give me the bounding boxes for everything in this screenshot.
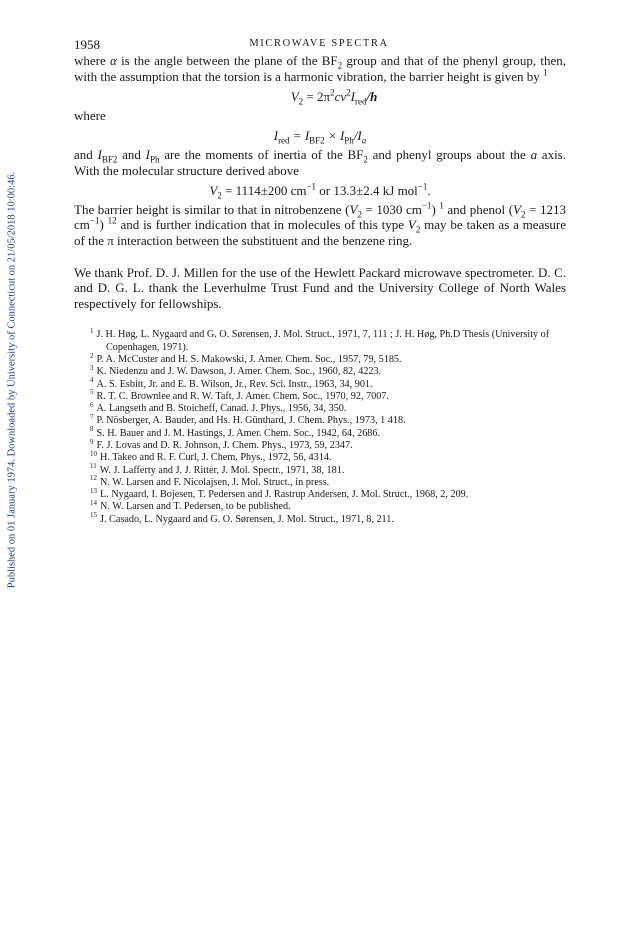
running-title: MICROWAVE SPECTRA <box>249 38 389 49</box>
reference-item: $^{13}$ L. Nygaard, I. Bojesen, T. Pedersen and J. Rastrup Andersen, J. Mol. Struct., 1968, 2, 209. <box>90 486 469 501</box>
reference-item: $^1$ J. H. Høg, L. Nygaard and G. O. Sørensen, J. Mol. Struct., 1971, 7, 111 ; J. H. Høg, Ph.D Thesis (University of Copenhagen, 1971). <box>90 326 550 353</box>
reference-item: $^{12}$ N. W. Larsen and F. Nicolajsen, J. Mol. Struct., in press. <box>90 474 330 488</box>
reference-item: $^8$ S. H. Bauer and J. M. Hastings, J. Amer. Chem. Soc., 1942, 64, 2686. <box>90 425 381 439</box>
paragraph-barrier-definition: where α is the angle between the plane of the $BF_2$ group and that of the phenyl group, then, with the assumption that the torsion is a harmonic vibration, the barrier height is given by $^1$ <box>74 53 566 84</box>
reference-item: $^{15}$ J. Casado, L. Nygaard and G. O. Sørensen, J. Mol. Struct., 1971, 8, 211. <box>90 511 394 525</box>
citation: 1 <box>543 67 548 78</box>
page-header <box>74 37 564 53</box>
reference-item: $^{10}$ H. Takeo and R. F. Curl, J. Chem. Phys., 1972, 56, 4314. <box>90 449 332 464</box>
acknowledgements: We thank Prof. D. J. Millen for the use of the Hewlett Packard microwave spectrometer. D. C. and D. G. L. thank the Leverhulme Trust Fund and the University College of North Wales respectively for fellowships. <box>74 264 566 311</box>
reference-item: $^6$ A. Langseth and B. Stoicheff, Canad. J. Phys., 1956, 34, 350. <box>90 400 347 415</box>
reference-item: $^9$ F. J. Lovas and D. R. Johnson, J. Chem. Phys., 1973, 59, 2347. <box>90 437 353 451</box>
reference-item: $^5$ R. T. C. Brownlee and R. W. Taft, J. Amer. Chem. Soc., 1970, 92, 7007. <box>90 388 389 402</box>
reference-item: $^4$ A. S. Esbitt, Jr. and E. B. Wilson, Jr., Rev. Sci. Instr., 1963, 34, 901. <box>90 376 373 390</box>
paragraph-moments: and $I_{BF2}$ and $I_{Ph}$ are the moments of inertia of the $BF_2$ and phenyl groups about the a axis. With the molecular structure derived above <box>74 146 566 178</box>
paragraph-comparison: The barrier height is similar to that in nitrobenzene ($V_2 = 1030$ $cm^{-1}$) $^1$ and phenol ($V_2 = 1213$ $cm^{-1}$) $^{12}$ and is further indication that in molecules of this type $V_2$ may be taken as a measure of the π interaction between the substituent and the benzene ring. <box>74 200 566 248</box>
reference-item: $^{11}$ W. J. Lafferty and J. J. Ritter, J. Mol. Spectr., 1971, 38, 181. <box>90 462 345 476</box>
article-body <box>74 53 566 526</box>
download-watermark-text: Published on 01 January 1974. Downloaded by University of Connecticut on 21/05/2018 10:00:46. <box>6 171 18 589</box>
equation-reduced-moment: $I_{red} = I_{BF2} \times I_{Ph}/I_a$ <box>273 128 367 146</box>
reference-item: $^3$ K. Niedenzu and J. W. Dawson, J. Amer. Chem. Soc., 1960, 82, 4223. <box>90 363 382 378</box>
reference-item: $^{14}$ N. W. Larsen and T. Pedersen, to be published. <box>90 499 291 513</box>
page-number: 1958 <box>74 37 100 52</box>
download-watermark <box>0 0 24 936</box>
where-label: where <box>74 107 106 123</box>
equation-barrier-value: $V_2 = 1114\pm 200$ $cm^{-1}$ or 13.3±2.4 kJ mol$^{-1}$. <box>209 181 431 201</box>
reference-list <box>74 326 566 526</box>
reference-item: $^2$ P. A. McCuster and H. S. Makowski, J. Amer. Chem. Soc., 1957, 79, 5185. <box>90 351 402 365</box>
reference-item: $^7$ P. Nösberger, A. Bauder, and Hs. H. Günthard, J. Chem. Phys., 1973, 1 418. <box>90 413 406 427</box>
equation-barrier: $V_2 = 2\pi^2c\nu^2I_{red}/h$ <box>290 87 378 107</box>
